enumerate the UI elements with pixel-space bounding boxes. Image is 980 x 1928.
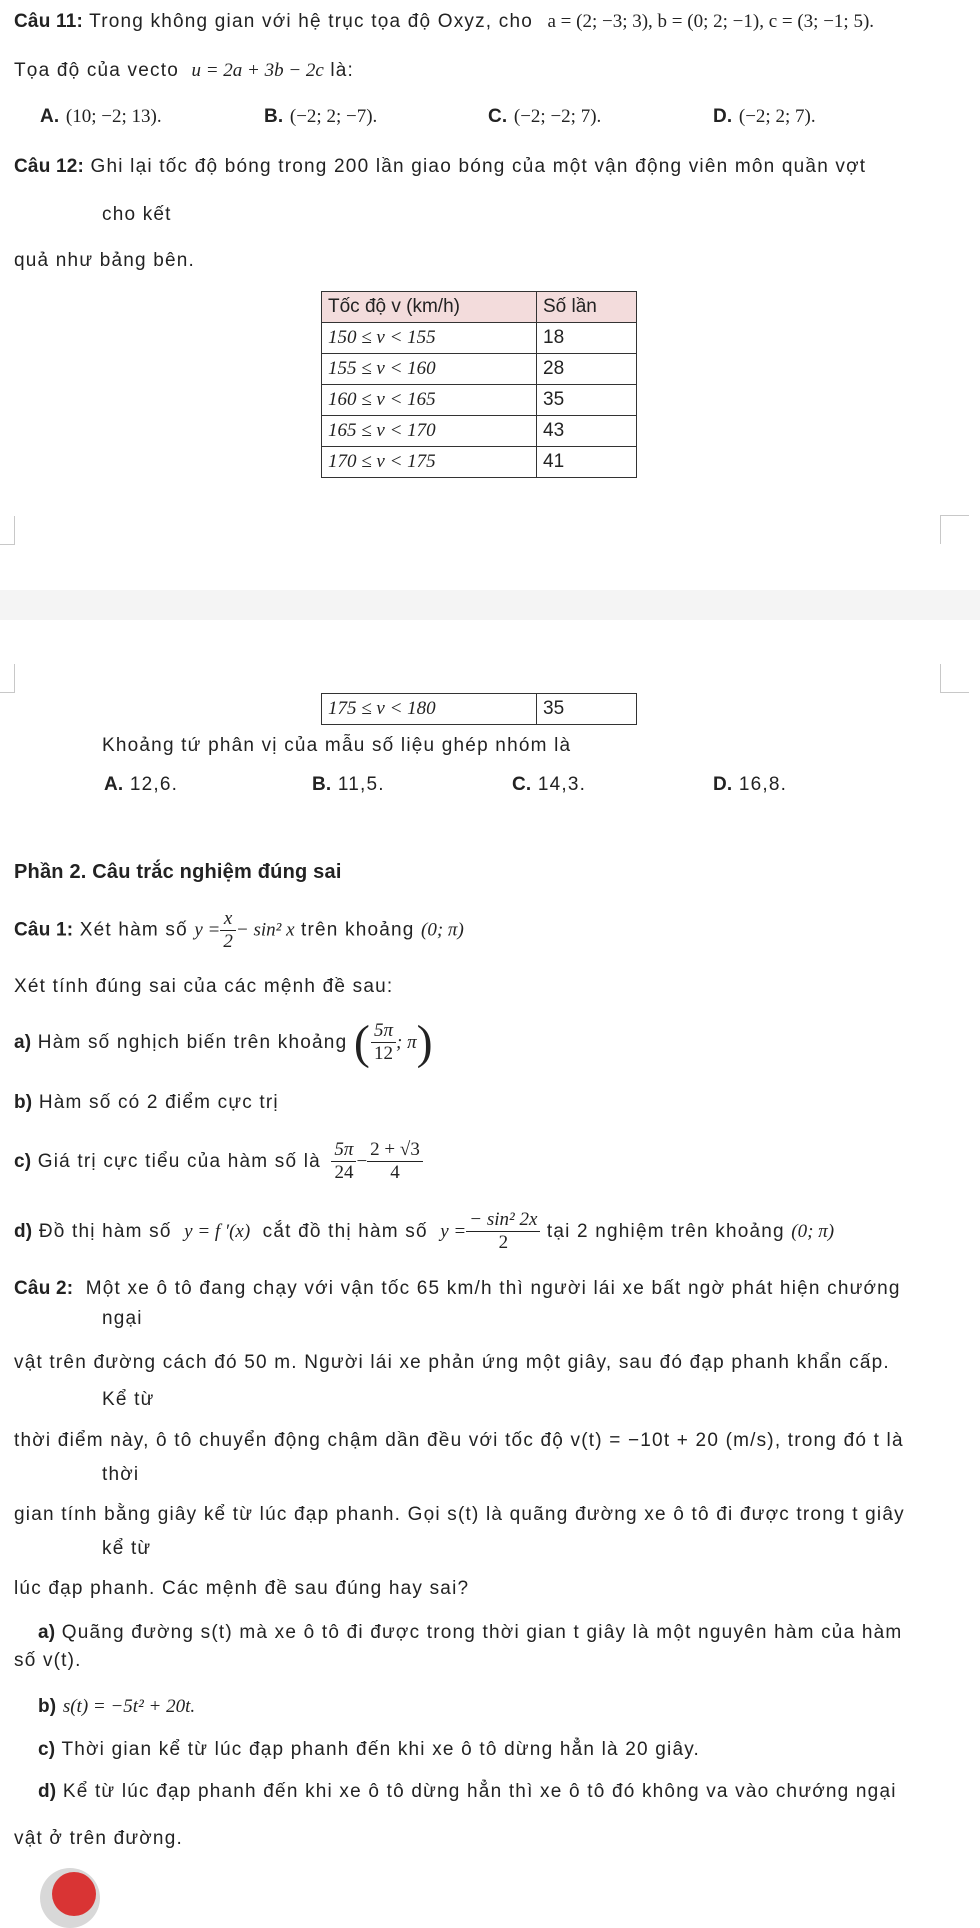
page-break-gap [0,590,980,620]
p2q1-intro: Xét tính đúng sai của các mệnh đề sau: [14,976,394,997]
p2q1-func-y: y = [194,919,221,941]
fraction-denominator: 24 [334,1162,354,1184]
p2q2-l4: Kể từ [102,1389,155,1410]
table-row [322,354,637,385]
table-row [322,694,637,725]
page-corner-bottom-right [940,664,969,693]
fraction-numerator: x [220,908,236,931]
q12-option-b [312,772,385,798]
p2q2-item-d-cont: vật ở trên đường. [14,1828,183,1849]
p2q2-c-text: Thời gian kể từ lúc đạp phanh đến khi xe ô tô dừng hẳn là 20 giây. [61,1739,700,1760]
q12-line1 [14,154,866,180]
p2q2-a-label: a) [38,1622,56,1643]
q11-text: Trong không gian với hệ trục tọa độ Oxyz, cho [89,11,533,32]
p2q1-c-fraction-1 [331,1139,356,1184]
p2q2-l7: gian tính bằng giây kể từ lúc đạp phanh. Gọi s(t) là quãng đường xe ô tô đi được trong t giây [14,1504,905,1525]
q12-option-a-value: 12,6. [129,774,179,795]
q11-option-c [488,104,601,130]
p2q1-b-label: b) [14,1092,33,1113]
table-header-speed: Tốc độ v (km/h) [322,292,537,323]
table-cell-count: 43 [537,416,637,447]
table-cell-interval: 165 ≤ v < 170 [322,416,537,447]
q11-line2 [14,58,354,84]
p2q1-d-f: y = f ′(x) [184,1221,251,1242]
table-cell-interval: 155 ≤ v < 160 [322,354,537,385]
q11-label: Câu 11: [14,11,83,32]
p2q1-func-tail: − sin² x [235,919,295,941]
q12-text: Ghi lại tốc độ bóng trong 200 lần giao bóng của một vận động viên môn quần vợt [90,156,867,177]
table-row [322,323,637,354]
q12-option-b-value: 11,5. [337,774,385,795]
right-paren: ) [416,1015,434,1069]
q11-option-b [264,104,377,130]
q12-option-d-label: D. [713,774,733,795]
q11-option-b-label: B. [264,106,284,127]
q12-option-c-value: 14,3. [537,774,587,795]
left-paren: ( [353,1015,372,1069]
q11-option-c-label: C. [488,106,508,127]
table-row [322,447,637,478]
page-corner-top-left [0,516,15,545]
p2q2-line1 [14,1276,901,1302]
q11-option-a-label: A. [40,106,60,127]
frequency-table [321,291,637,478]
q11-line2-text: Tọa độ của vecto [14,60,179,81]
p2q1-a-label: a) [14,1032,32,1053]
q12-option-c [512,772,586,798]
page-corner-top-right [940,515,969,544]
table-cell-count: 18 [537,323,637,354]
p2q1-a-tail: ; π [396,1032,417,1053]
q12-line2: cho kết [102,204,172,225]
p2q1-a-text: Hàm số nghịch biến trên khoảng [37,1032,348,1053]
p2q2-l2: ngại [102,1308,143,1329]
p2q1-a-fraction [371,1020,396,1065]
fraction-denominator: 2 [223,931,233,952]
q12-option-d-value: 16,8. [738,774,788,795]
p2q1-d-text2: cắt đồ thị hàm số [262,1221,428,1242]
p2q1-c-minus: − [356,1151,368,1172]
table-cell-interval: 150 ≤ v < 155 [322,323,537,354]
page-corner-bottom-left [0,664,15,693]
p2q1-interval: (0; π) [421,919,464,941]
p2q2-l9: lúc đạp phanh. Các mệnh đề sau đúng hay sai? [14,1578,470,1599]
q12-option-d [713,772,787,798]
fraction-numerator: 5π [371,1020,396,1043]
q11-option-d-value: (−2; 2; 7). [738,106,816,127]
table-cell-count: 28 [537,354,637,385]
p2q2-item-b [38,1694,195,1720]
p2q1-c-label: c) [14,1151,32,1172]
p2q2-a-text: Quãng đường s(t) mà xe ô tô đi được trong thời gian t giây là một nguyên hàm của hàm [61,1622,903,1643]
p2q1-d-interval: (0; π) [791,1221,835,1242]
q12-question: Khoảng tứ phân vị của mẫu số liệu ghép nhóm là [102,735,572,756]
table-cell-interval: 160 ≤ v < 165 [322,385,537,416]
p2q1-b-text: Hàm số có 2 điểm cực trị [38,1092,279,1113]
p2q2-l6: thời [102,1464,140,1485]
q11-option-c-value: (−2; −2; 7). [513,106,602,127]
p2q1-item-a [14,1015,434,1069]
fraction-numerator: 2 + √3 [367,1139,423,1162]
part2-heading: Phần 2. Câu trắc nghiệm đúng sai [14,861,342,883]
table-cell-interval: 170 ≤ v < 175 [322,447,537,478]
p2q1-d-text1: Đồ thị hàm số [38,1221,172,1242]
p2q1-item-d [14,1208,834,1256]
q11-line1 [14,9,874,35]
table-row [322,416,637,447]
p2q1-d-text3: tại 2 nghiệm trên khoảng [546,1221,785,1242]
p2q1-func-fraction [220,908,236,953]
p2q1-label: Câu 1: [14,919,74,941]
p2q2-d-text: Kể từ lúc đạp phanh đến khi xe ô tô dừng hẳn thì xe ô tô đó không va vào chướng ngại [62,1781,897,1802]
table-cell-count: 41 [537,447,637,478]
fraction-numerator: − sin² 2x [466,1209,540,1232]
p2q2-b-text: s(t) = −5t² + 20t. [62,1696,196,1717]
p2q2-item-a [38,1620,902,1646]
p2q2-l1: Một xe ô tô đang chạy với vận tốc 65 km/h thì người lái xe bất ngờ phát hiện chướng [85,1278,901,1299]
p2q2-l8: kể từ [102,1538,152,1559]
frequency-table-continued [321,693,637,725]
p2q1-item-b [14,1090,279,1116]
q11-option-a-value: (10; −2; 13). [65,106,162,127]
p2q1-text-after: trên khoảng [300,919,415,941]
table-header-count: Số lần [537,292,637,323]
p2q2-l3: vật trên đường cách đó 50 m. Người lái xe phản ứng một giây, sau đó đạp phanh khẩn cấp. [14,1352,890,1373]
q12-label: Câu 12: [14,156,85,177]
p2q1-c-text: Giá trị cực tiểu của hàm số là [37,1151,321,1172]
q11-expr: u = 2a + 3b − 2c [191,60,324,81]
fraction-numerator: 5π [331,1139,356,1162]
p2q2-label: Câu 2: [14,1278,74,1299]
table-cell-interval: 175 ≤ v < 180 [322,694,537,725]
table-cell-count: 35 [537,694,637,725]
fraction-denominator: 2 [498,1232,509,1254]
fraction-denominator: 12 [374,1043,394,1065]
table-header-row [322,292,637,323]
q11-line2-end: là: [330,60,355,81]
q12-option-a-label: A. [104,774,124,795]
p2q1-c-fraction-2 [367,1139,423,1184]
p2q1-d-label: d) [14,1221,33,1242]
decorative-red-circle [52,1872,96,1916]
p2q2-d-label: d) [38,1781,57,1802]
p2q1-line [14,908,464,953]
p2q1-item-c [14,1138,423,1186]
q11-vectors: a = (2; −3; 3), b = (0; 2; −1), c = (3; −1; 5). [547,11,875,32]
p2q1-text-before: Xét hàm số [79,919,188,941]
q11-option-a [40,104,162,130]
q12-option-c-label: C. [512,774,532,795]
q11-option-b-value: (−2; 2; −7). [289,106,378,127]
p2q2-item-d [38,1779,897,1805]
p2q1-d-y: y = [440,1221,467,1242]
q12-line3: quả như bảng bên. [14,250,196,271]
p2q2-l5: thời điểm này, ô tô chuyển động chậm dần đều với tốc độ v(t) = −10t + 20 (m/s), trong đó t là [14,1430,904,1451]
fraction-denominator: 4 [390,1162,400,1184]
q12-option-a [104,772,178,798]
table-cell-count: 35 [537,385,637,416]
p2q2-b-label: b) [38,1696,57,1717]
p2q2-item-a-cont: số v(t). [14,1650,82,1671]
q12-option-b-label: B. [312,774,332,795]
p2q2-c-label: c) [38,1739,56,1760]
p2q1-d-fraction [466,1209,540,1254]
p2q2-item-c [38,1737,700,1763]
table-row [322,385,637,416]
q11-option-d-label: D. [713,106,733,127]
q11-option-d [713,104,816,130]
